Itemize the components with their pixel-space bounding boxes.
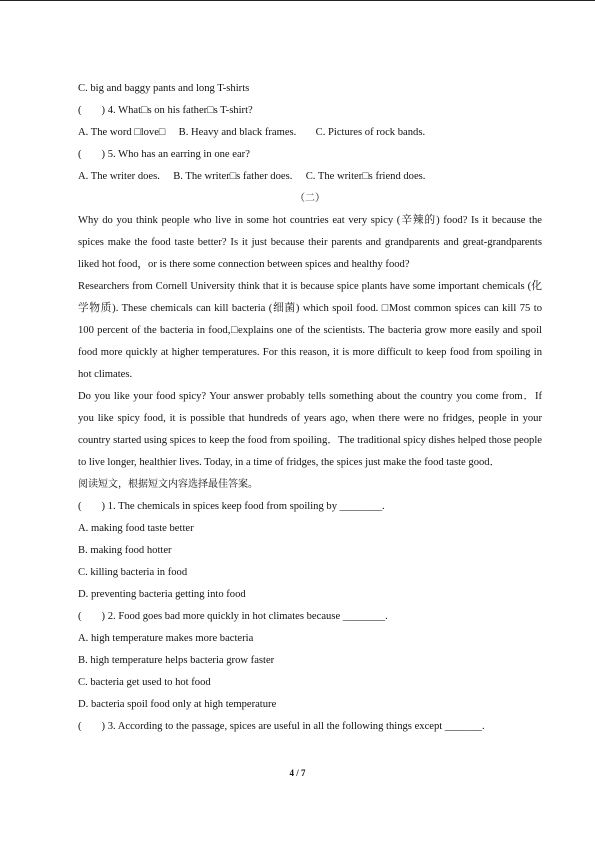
option-a: A. The writer does. xyxy=(78,171,160,182)
question-2 xyxy=(78,606,542,628)
paren-close: ) xyxy=(101,721,106,732)
question-3 xyxy=(78,716,542,738)
paren-close: ) xyxy=(101,105,106,116)
q1-option-d: D. preventing bacteria getting into food xyxy=(78,589,246,600)
option-c: C. Pictures of rock bands. xyxy=(315,127,426,138)
paragraph-3 xyxy=(78,386,542,474)
top-border xyxy=(0,0,595,1)
document-page xyxy=(78,78,542,738)
paren-open: ( xyxy=(78,611,82,622)
option-c-prev: C. big and baggy pants and long T-shirts xyxy=(78,83,250,94)
paren-open: ( xyxy=(78,105,82,116)
section-heading-text: （二） xyxy=(295,193,325,204)
question-4 xyxy=(78,100,542,122)
q2-option-a: A. high temperature makes more bacteria xyxy=(78,633,254,644)
question-5-options xyxy=(78,166,542,188)
paragraph-1-text: Why do you think people who live in some hot countries eat very spicy (辛辣的) food? Is it because the spices make the food taste better? Is it just because their parents and grandparents and great-grandparents liked hot food，or is there some connection between spices and healthy food? xyxy=(78,215,542,270)
question-text: 3. According to the passage, spices are useful in all the following things except _______. xyxy=(107,721,485,732)
section-heading xyxy=(78,188,542,210)
instruction: 阅读短文，根据短文内容选择最佳答案。 xyxy=(78,479,258,490)
question-1 xyxy=(78,496,542,518)
question-5 xyxy=(78,144,542,166)
question-text: 2. Food goes bad more quickly in hot climates because ________. xyxy=(107,611,388,622)
question-text: 4. What□s on his father□s T-shirt? xyxy=(107,105,253,116)
q1-option-a: A. making food taste better xyxy=(78,523,194,534)
paren-open: ( xyxy=(78,149,82,160)
paragraph-1 xyxy=(78,210,542,276)
paren-close: ) xyxy=(101,149,106,160)
q2-option-c: C. bacteria get used to hot food xyxy=(78,677,211,688)
option-a: A. The word □love□ xyxy=(78,127,166,138)
paragraph-2 xyxy=(78,276,542,386)
q2-option-b: B. high temperature helps bacteria grow faster xyxy=(78,655,275,666)
q1-option-c: C. killing bacteria in food xyxy=(78,567,188,578)
paren-open: ( xyxy=(78,501,82,512)
q1-option-b: B. making food hotter xyxy=(78,545,172,556)
q2-option-d: D. bacteria spoil food only at high temperature xyxy=(78,699,277,710)
question-4-options xyxy=(78,122,542,144)
paragraph-2-text: Researchers from Cornell University think that it is because spice plants have some important chemicals (化学物质). These chemicals can kill bacteria (细菌) which spoil food. □Most common spices can kill 75 to 100 percent of the bacteria in food,□explains one of the scientists. The bacteria grow more easily and spoil food more quickly at higher temperatures. For this reason, it is more difficult to keep food from spoiling in hot climates. xyxy=(78,281,542,380)
paren-close: ) xyxy=(101,611,106,622)
option-b: B. The writer□s father does. xyxy=(173,171,293,182)
paren-close: ) xyxy=(101,501,106,512)
paragraph-3-text: Do you like your food spicy? Your answer probably tells something about the country you come from．If you like spicy food, it is possible that hundreds of years ago, when there were no fridges, people in your country started using spices to keep the food from spoiling．The traditional spicy dishes helped those people to live longer, healthier lives. Today, in a time of fridges, the spices just make the food taste good． xyxy=(78,391,542,468)
option-b: B. Heavy and black frames. xyxy=(178,127,297,138)
option-c: C. The writer□s friend does. xyxy=(305,171,426,182)
question-text: 1. The chemicals in spices keep food from spoiling by ________. xyxy=(107,501,385,512)
page-number: 4 / 7 xyxy=(289,768,306,778)
paren-open: ( xyxy=(78,721,82,732)
question-text: 5. Who has an earring in one ear? xyxy=(107,149,250,160)
